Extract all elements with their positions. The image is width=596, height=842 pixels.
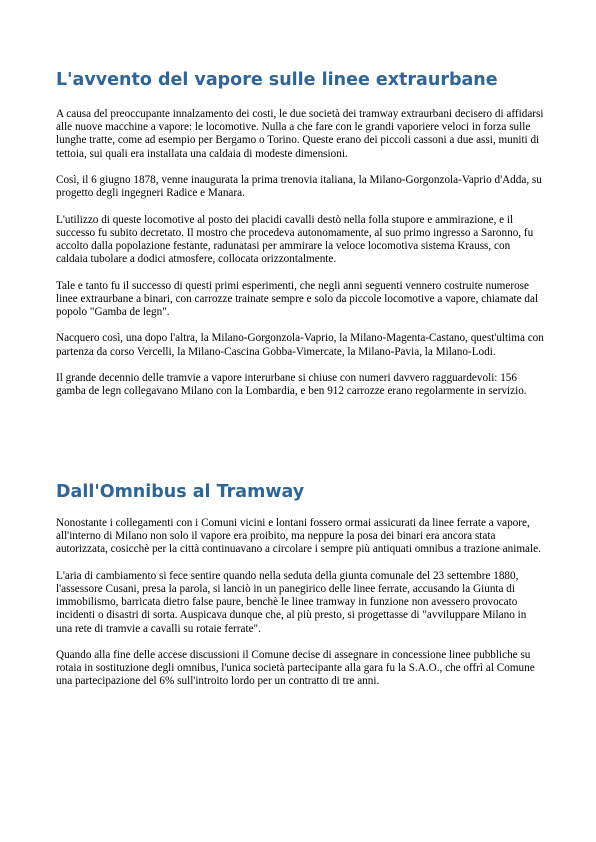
paragraph: A causa del preoccupante innalzamento dei costi, le due società dei tramway extraurbani decisero di affidarsi alle nuove macchine a vapore: le locomotive. Nulla a che fare con le grandi vaporiere veloci in forza sulle lunghe tratte, come ad esempio per Bergamo o Torino. Queste erano dei piccoli cassoni a due assi, muniti di tettoia, sui quali era installata una caldaia di modeste dimensioni. <box>56 108 544 160</box>
section-body <box>56 108 544 412</box>
paragraph: Quando alla fine delle accese discussioni il Comune decise di assegnare in concessione linee pubbliche su rotaia in sostituzione degli omnibus, l'unica società partecipante alla gara fu la S.A.O., che offrì al Comune una partecipazione del 6% sull'introito lordo per un contratto di tre anni. <box>56 649 535 688</box>
paragraph: L'aria di cambiamento si fece sentire quando nella seduta della giunta comunale del 23 settembre 1880, l'assessore Cusani, presa la parola, si lanciò in un panegirico delle linee ferrate, accusando la Giunta di immobilismo, barricata dietro false paure, benchè le linee tramway in funzione non avessero provocato incidenti o disastri di sorta. Auspicava dunque che, al più presto, si progettasse di "avviluppare Milano in una rete di tramvie a cavalli su rotaie ferrate". <box>56 569 527 635</box>
paragraph: Tale e tanto fu il successo di questi primi esperimenti, che negli anni seguenti vennero costruite numerose linee extraurbane a binari, con carrozze trainate sempre e solo da piccole locomotive a vapore, chiamate dal popolo "Gamba de legn". <box>56 279 539 318</box>
paragraph: Il grande decennio delle tramvie a vapore interurbane si chiuse con numeri davvero ragguardevoli: 156 gamba de legn collegavano Milano con la Lombardia, e ben 912 carrozze erano regolarmente in servizio. <box>56 371 527 398</box>
paragraph: Così, il 6 giugno 1878, venne inaugurata la prima trenovia italiana, la Milano-Gorgonzola-Vaprio d'Adda, su progetto degli ingegneri Radice e Manara. <box>56 174 542 200</box>
paragraph: Nonostante i collegamenti con i Comuni vicini e lontani fossero ormai assicurati da linee ferrate a vapore, all'interno di Milano non solo il vapore era proibito, ma neppure la posa dei binari era ancora stata autorizzata, cosicchè per la città continuavano a circolare i sempre più antiquati omnibus a trazione animale. <box>56 517 541 556</box>
paragraph: Nacquero così, una dopo l'altra, la Milano-Gorgonzola-Vaprio, la Milano-Magenta-Castano, quest'ultima con partenza da corso Vercelli, la Milano-Cascina Gobba-Vimercate, la Milano-Pavia, la Milano-Lodi. <box>56 332 544 358</box>
paragraph: L'utilizzo di queste locomotive al posto dei placidi cavalli destò nella folla stupore e ammirazione, e il successo fu subito decretato. Il mostro che procedeva autonomamente, al suo primo ingresso a Saronno, fu accolto dalla popolazione festante, radunatasi per ammirare la veloce locomotiva sistema Krauss, con caldaia tubolare a dodici atmosfere, collocata orizzontalmente. <box>56 213 534 266</box>
section-body <box>56 517 544 702</box>
section-title: L'avvento del vapore sulle linee extraurbane <box>56 70 498 90</box>
section-title: Dall'Omnibus al Tramway <box>56 482 305 502</box>
